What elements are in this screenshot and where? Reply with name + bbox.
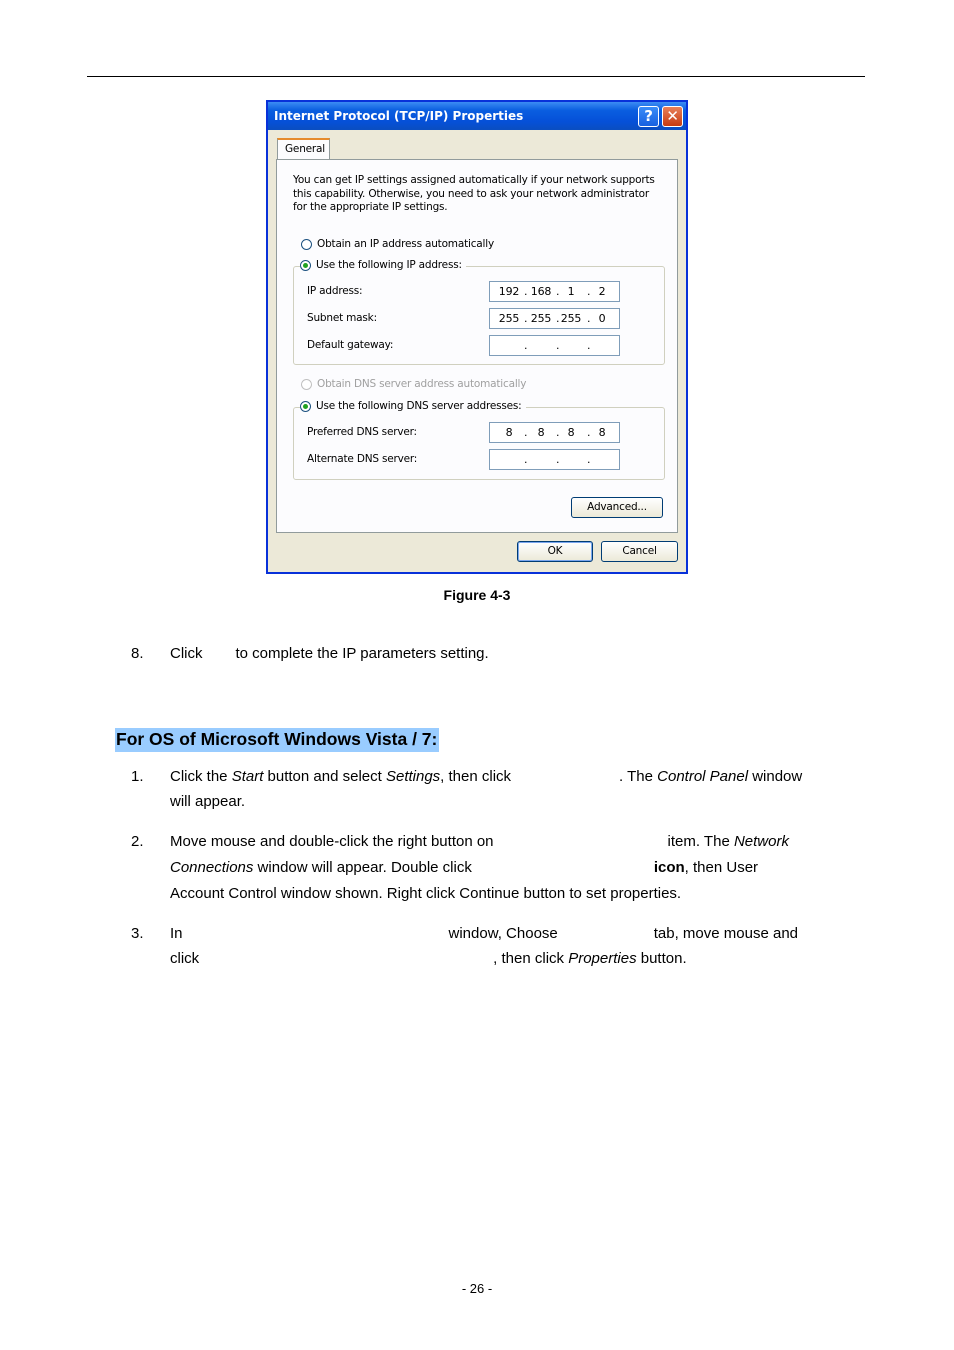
octet-2: 168: [530, 285, 552, 298]
step-2-number: 2.: [131, 833, 144, 850]
preferred-dns-label: Preferred DNS server:: [307, 426, 417, 438]
radio-use-static-dns-label: Use the following DNS server addresses:: [316, 400, 522, 412]
preferred-dns-input[interactable]: 8 . 8 . 8 . 8: [489, 422, 620, 443]
octet-2: 255: [530, 312, 552, 325]
step-3-line-1: In window, Choose tab, move mouse and: [170, 925, 799, 942]
octet-4: 0: [598, 312, 606, 325]
advanced-button[interactable]: Advanced...: [571, 497, 663, 518]
radio-obtain-dns-label: Obtain DNS server address automatically: [317, 378, 527, 390]
octet-1: 255: [498, 312, 520, 325]
ip-address-input[interactable]: 192 . 168 . 1 . 2: [489, 281, 620, 302]
ip-address-label: IP address:: [307, 285, 363, 297]
step-1-line-2: will appear.: [170, 793, 246, 810]
subnet-mask-label: Subnet mask:: [307, 312, 377, 324]
octet-1: 8: [505, 426, 513, 439]
cancel-button[interactable]: Cancel: [601, 541, 678, 562]
radio-selected-icon[interactable]: [300, 260, 311, 271]
radio-icon[interactable]: [301, 239, 312, 250]
radio-selected-icon[interactable]: [300, 401, 311, 412]
default-gateway-label: Default gateway:: [307, 339, 394, 351]
octet-2: 8: [537, 426, 545, 439]
radio-obtain-ip-label: Obtain an IP address automatically: [317, 238, 494, 250]
alternate-dns-label: Alternate DNS server:: [307, 453, 418, 465]
figure-caption: Figure 4-3: [443, 587, 511, 603]
step-8-text: Click to complete the IP parameters setting.: [170, 645, 489, 662]
step-8-number: 8.: [131, 645, 144, 662]
octet-4: 2: [598, 285, 606, 298]
octet-4: 8: [598, 426, 606, 439]
step-2-line-3: Account Control window shown. Right click Continue button to set properties.: [170, 885, 682, 902]
step-1-line-1: Click the Start button and select Settings, then click . The Control Panel window: [170, 768, 803, 785]
ok-button[interactable]: OK: [517, 541, 593, 562]
tcpip-properties-dialog: [266, 100, 688, 574]
section-heading: For OS of Microsoft Windows Vista / 7:: [115, 728, 439, 752]
octet-1: 192: [498, 285, 520, 298]
dialog-title: Internet Protocol (TCP/IP) Properties: [274, 109, 524, 123]
step-1-number: 1.: [131, 768, 144, 785]
close-icon[interactable]: ✕: [662, 106, 683, 127]
tab-general-label: General: [285, 143, 325, 155]
static-ip-group: [293, 259, 665, 365]
radio-obtain-dns-auto[interactable]: [301, 378, 526, 390]
help-icon[interactable]: ?: [638, 106, 659, 127]
radio-use-static-dns[interactable]: [300, 400, 526, 412]
radio-disabled-icon[interactable]: [301, 379, 312, 390]
radio-obtain-ip-auto[interactable]: [301, 238, 494, 250]
tab-general[interactable]: [277, 138, 330, 160]
alternate-dns-input[interactable]: . . .: [489, 449, 620, 470]
header-rule: [87, 76, 865, 77]
octet-3: 255: [560, 312, 582, 325]
page-number: - 26 -: [461, 1281, 493, 1296]
intro-text: You can get IP settings assigned automatically if your network supports this capability. Otherwise, you need to ask your network administrator for the appropriate IP settings.: [293, 174, 655, 213]
step-2-line-1: Move mouse and double-click the right button on item. The Network: [170, 833, 789, 850]
radio-use-static-ip[interactable]: [300, 259, 466, 271]
step-2-line-2: Connections window will appear. Double click icon, then User: [170, 859, 759, 876]
step-3-line-2: click , then click Properties button.: [170, 950, 687, 967]
static-dns-group: [293, 400, 665, 480]
octet-3: 1: [567, 285, 575, 298]
title-bar[interactable]: [268, 102, 686, 130]
default-gateway-input[interactable]: . . .: [489, 335, 620, 356]
step-3-number: 3.: [131, 925, 144, 942]
octet-3: 8: [567, 426, 575, 439]
general-panel: [276, 159, 678, 533]
subnet-mask-input[interactable]: 255 . 255 . 255 . 0: [489, 308, 620, 329]
radio-use-static-ip-label: Use the following IP address:: [316, 259, 462, 271]
